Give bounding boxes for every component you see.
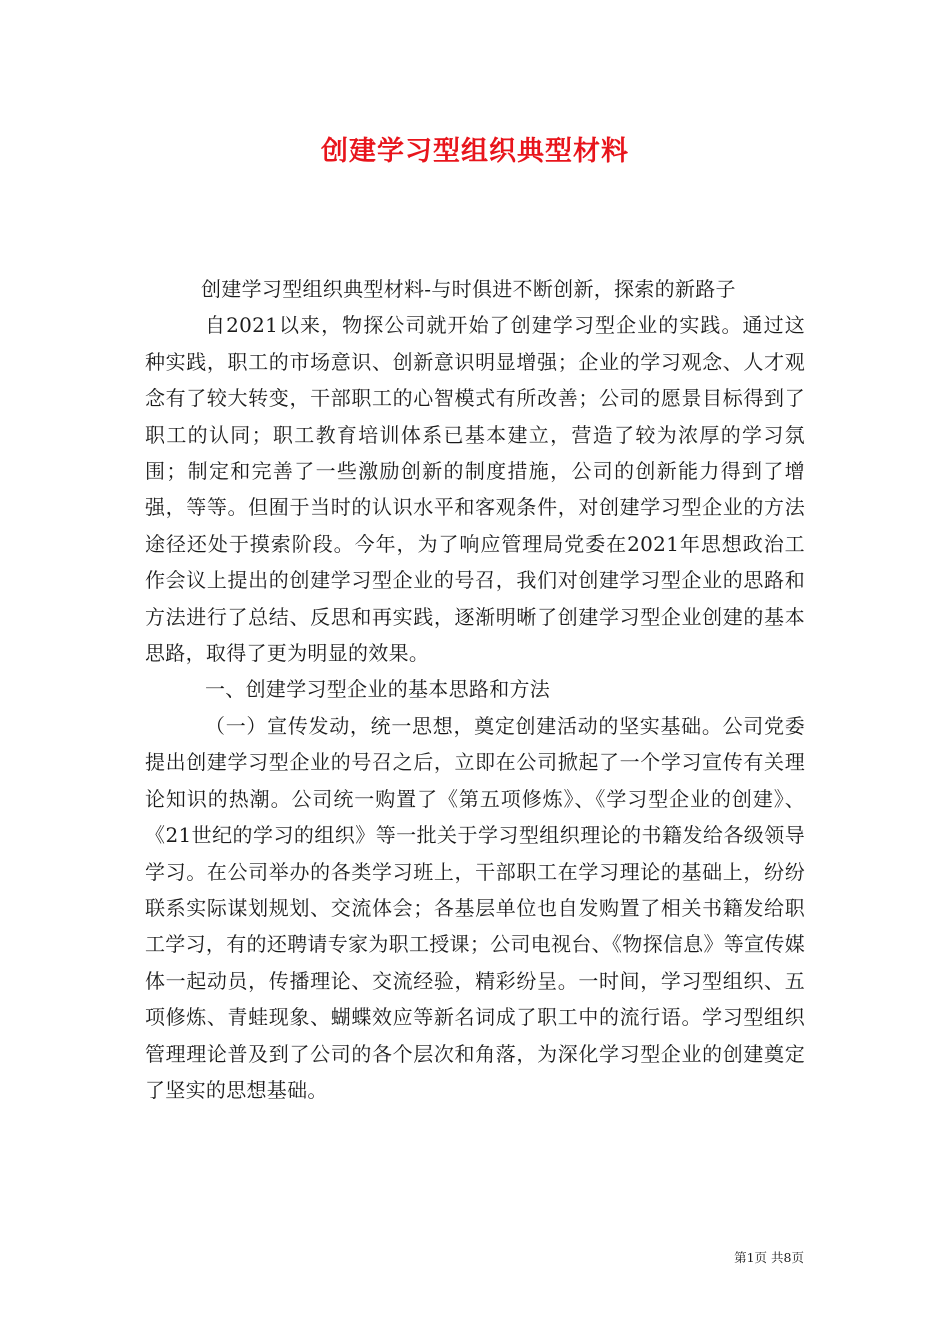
page-footer: 第1页 共8页 xyxy=(734,1250,804,1265)
section-paragraph: （一）宣传发动，统一思想，奠定创建活动的坚实基础。公司党委提出创建学习型企业的号召之后，立即在公司掀起了一个学习宣传有关理论知识的热潮。公司统一购置了《第五项修炼》、《学习型企业的创建》、《21世纪的学习的组织》等一批关于学习型组织理论的书籍发给各级领导学习。在公司举办的各类学习班上，干部职工在学习理论的基础上，纷纷联系实际谋划规划、交流体会；各基层单位也自发购置了相关书籍发给职工学习，有的还聘请专家为职工授课；公司电视台、《物探信息》等宣传媒体一起动员，传播理论、交流经验，精彩纷呈。一时间，学习型组织、五项修炼、青蛙现象、蝴蝶效应等新名词成了职工中的流行语。学习型组织管理理论普及到了公司的各个层次和角落，为深化学习型企业的创建奠定了坚实的思想基础。 xyxy=(145,713,805,1102)
document-title: 创建学习型组织典型材料 xyxy=(321,136,629,167)
section-heading: 一、创建学习型企业的基本思路和方法 xyxy=(205,677,551,702)
document-body xyxy=(145,271,805,1108)
subtitle-paragraph: 创建学习型组织典型材料-与时俱进不断创新，探索的新路子 xyxy=(201,277,736,301)
intro-paragraph: 自2021以来，物探公司就开始了创建学习型企业的实践。通过这种实践，职工的市场意识、创新意识明显增强；企业的学习观念、人才观念有了较大转变，干部职工的心智模式有所改善；公司的愿景目标得到了职工的认同；职工教育培训体系已基本建立，营造了较为浓厚的学习氛围；制定和完善了一些激励创新的制度措施，公司的创新能力得到了增强，等等。但囿于当时的认识水平和客观条件，对创建学习型企业的方法途径还处于摸索阶段。今年，为了响应管理局党委在2021年思想政治工作会议上提出的创建学习型企业的号召，我们对创建学习型企业的思路和方法进行了总结、反思和再实践，逐渐明晰了创建学习型企业创建的基本思路，取得了更为明显的效果。 xyxy=(145,313,805,666)
